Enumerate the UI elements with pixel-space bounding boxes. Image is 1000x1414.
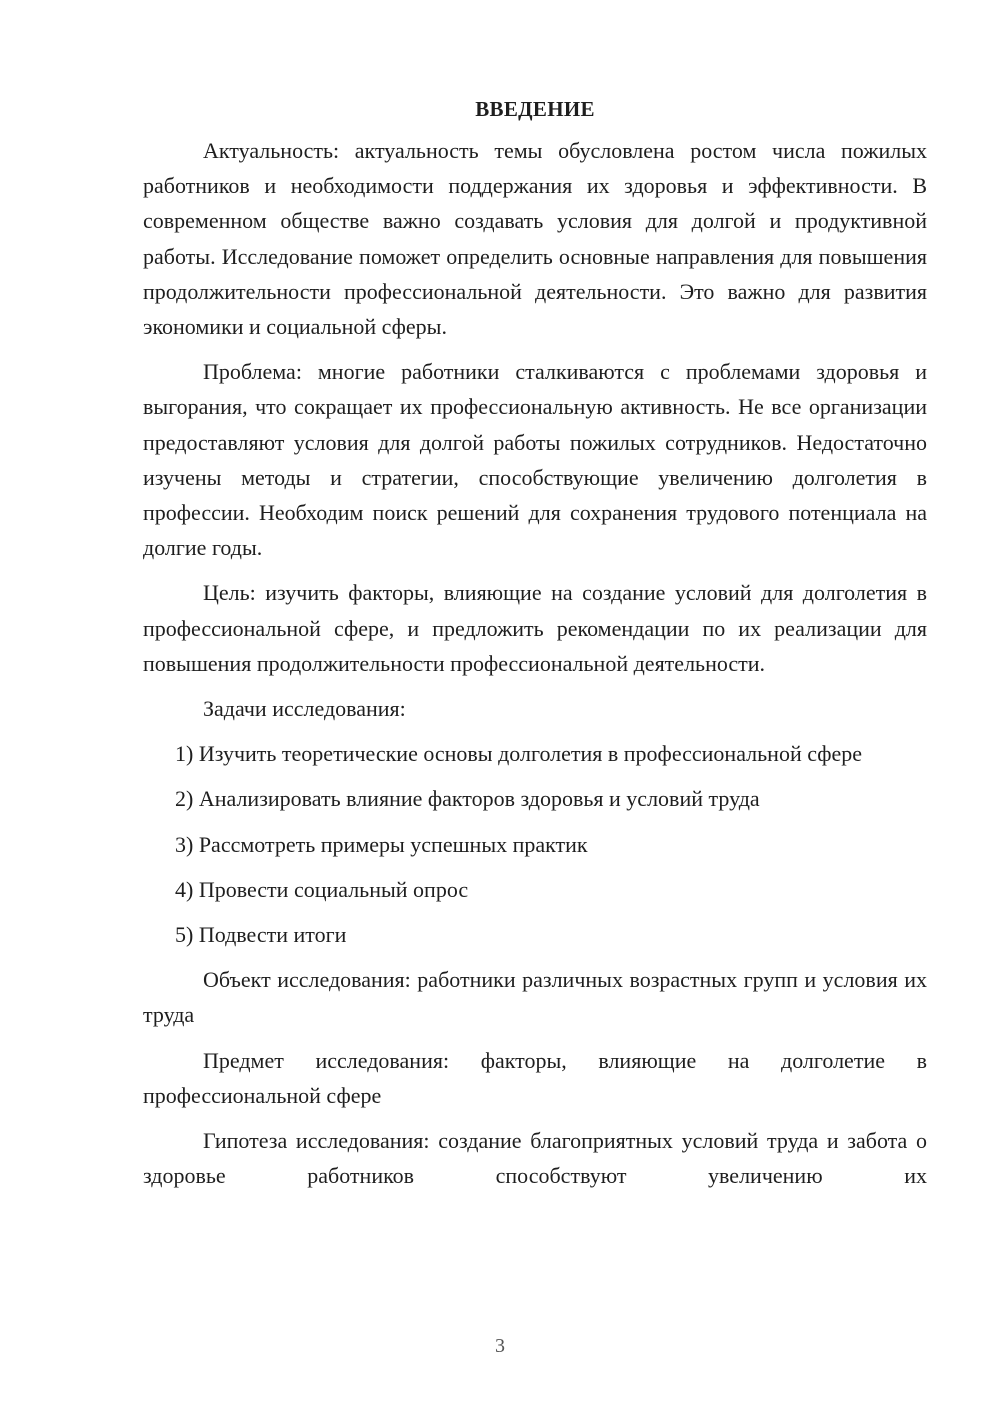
paragraph-goal: Цель: изучить факторы, влияющие на создание условий для долголетия в профессиональной сфере, и предложить рекомендации по их реализации для повышения продолжительности профессиональной деятельности. <box>143 580 927 676</box>
task-item-5: 5) Подвести итоги <box>175 922 347 948</box>
section-title: ВВЕДЕНИЕ <box>475 97 595 121</box>
task-item-4: 4) Провести социальный опрос <box>175 876 469 902</box>
paragraph-problem: Проблема: многие работники сталкиваются с проблемами здоровья и выгорания, что сокращает их профессиональную активность. Не все организации предоставляют условия для долгой работы пожилых сотрудников. Недостаточно изучены методы и стратегии, способствующие увеличению долголетия в профессии. Необходим поиск решений для сохранения трудового потенциала на долгие годы. <box>143 359 927 561</box>
task-item-1: 1) Изучить теоретические основы долголетия в профессиональной сфере <box>175 741 863 767</box>
task-item-3: 3) Рассмотреть примеры успешных практик <box>175 831 588 857</box>
page-number: 3 <box>495 1335 505 1357</box>
paragraph-object: Объект исследования: работники различных возрастных групп и условия их труда <box>143 967 927 1028</box>
document-page <box>143 92 927 1193</box>
paragraph-hypothesis: Гипотеза исследования: создание благоприятных условий труда и забота о здоровье работников способствуют увеличению их <box>143 1128 927 1189</box>
task-item-2: 2) Анализировать влияние факторов здоровья и условий труда <box>175 786 760 812</box>
paragraph-subject: Предмет исследования: факторы, влияющие на долголетие в профессиональной сфере <box>143 1047 927 1108</box>
paragraph-relevance: Актуальность: актуальность темы обусловлена ростом числа пожилых работников и необходимости поддержания их здоровья и эффективности. В современном обществе важно создавать условия для долгой и продуктивной работы. Исследование поможет определить основные направления для повышения продолжительности профессиональной деятельности. Это важно для развития экономики и социальной сферы. <box>143 138 927 340</box>
tasks-heading: Задачи исследования: <box>203 696 406 722</box>
